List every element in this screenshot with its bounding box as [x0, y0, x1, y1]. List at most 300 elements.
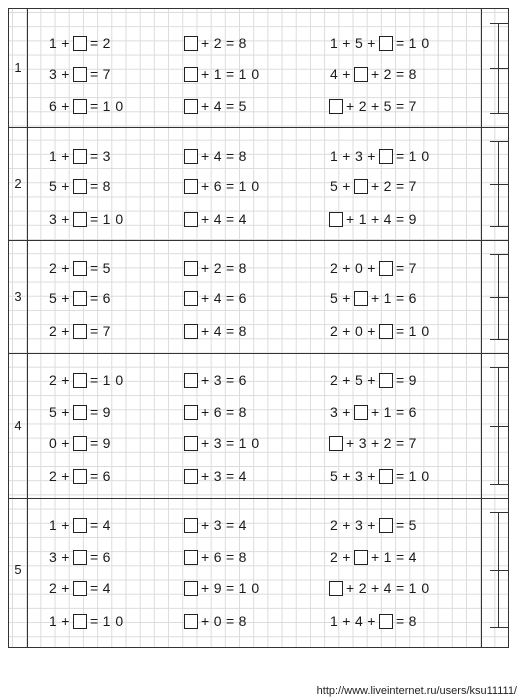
answer-box[interactable]	[184, 469, 198, 484]
answer-box[interactable]	[184, 291, 198, 306]
equation-token: =	[395, 35, 405, 51]
equation-token: 2	[102, 35, 111, 51]
equation	[328, 403, 419, 421]
equation-token: 6	[213, 549, 222, 565]
section-number: 2	[14, 175, 22, 191]
equation-token: +	[201, 290, 210, 306]
equation	[47, 371, 126, 389]
equation-token: +	[342, 468, 351, 484]
equation-token: 4	[213, 323, 222, 339]
equation	[328, 65, 419, 83]
equation-token: =	[89, 549, 99, 565]
equation	[328, 322, 432, 340]
equation-token: 5	[408, 517, 417, 533]
equation-token: +	[342, 613, 351, 629]
equation-token: 8	[238, 549, 247, 565]
equation-token: 2	[330, 323, 339, 339]
equation	[47, 289, 113, 307]
answer-box[interactable]	[184, 99, 198, 114]
section-number: 5	[14, 561, 22, 577]
answer-box[interactable]	[354, 291, 368, 306]
equation-token: 1	[383, 290, 392, 306]
equation-token: 4	[238, 468, 247, 484]
equation-token: +	[370, 66, 380, 82]
equation	[328, 147, 432, 165]
equation-token: +	[370, 178, 380, 194]
equation-token: 6	[49, 98, 58, 114]
equation-token: =	[225, 580, 235, 596]
equation-token: =	[225, 404, 235, 420]
section-divider	[9, 498, 508, 499]
equation-token: +	[61, 178, 70, 194]
equation-token: 2	[383, 66, 392, 82]
equation-token: 6	[238, 290, 247, 306]
equation-token: 3	[213, 517, 222, 533]
equation	[47, 403, 113, 421]
answer-bracket	[490, 512, 508, 627]
equation-token: 7	[408, 178, 417, 194]
equation-token: 1 0	[408, 35, 430, 51]
answer-box[interactable]	[73, 179, 87, 194]
equation-token: 1 0	[238, 435, 260, 451]
equation-token: =	[395, 66, 405, 82]
equation-token: +	[370, 404, 380, 420]
equation-token: +	[342, 372, 351, 388]
equation-token: 1 0	[102, 211, 124, 227]
equation	[47, 34, 113, 52]
equation-token: 4	[238, 211, 247, 227]
equation	[328, 97, 419, 115]
equation	[328, 434, 419, 452]
equation	[183, 97, 249, 115]
answer-box[interactable]	[184, 212, 198, 227]
answer-box[interactable]	[73, 436, 87, 451]
answer-box[interactable]	[329, 581, 343, 596]
equation-token: 1 0	[102, 98, 124, 114]
answer-box[interactable]	[73, 469, 87, 484]
equation-token: +	[367, 613, 376, 629]
equation-token: 9	[408, 211, 417, 227]
equation-token: 2	[49, 580, 58, 596]
equation-token: 4	[330, 66, 339, 82]
equation-token: =	[89, 404, 99, 420]
equation-token: 1 0	[102, 372, 124, 388]
equation-token: +	[342, 148, 351, 164]
equation-token: 8	[238, 613, 247, 629]
section-number: 4	[14, 417, 22, 433]
answer-box[interactable]	[379, 518, 393, 533]
equation	[47, 579, 113, 597]
equation-token: +	[61, 260, 70, 276]
answer-box[interactable]	[184, 436, 198, 451]
equation-token: +	[367, 468, 376, 484]
answer-box[interactable]	[354, 67, 368, 82]
answer-box[interactable]	[329, 99, 343, 114]
equation-token: 8	[408, 66, 417, 82]
equation-token: 5	[238, 98, 247, 114]
equation	[183, 322, 249, 340]
answer-box[interactable]	[73, 324, 87, 339]
equation	[47, 467, 113, 485]
equation-token: 8	[102, 178, 111, 194]
equation-token: 1 0	[408, 148, 430, 164]
equation-token: 6	[102, 549, 111, 565]
equation-token: =	[89, 580, 99, 596]
section-divider	[9, 240, 508, 241]
equation-token: +	[342, 517, 351, 533]
equation-token: =	[89, 613, 99, 629]
equation-token: 5	[330, 178, 339, 194]
equation-token: =	[89, 35, 99, 51]
equation	[183, 289, 249, 307]
answer-box[interactable]	[73, 550, 87, 565]
equation-token: 1 0	[102, 613, 124, 629]
equation-token: 3	[354, 468, 364, 484]
equation-token: 4	[408, 549, 417, 565]
equation	[328, 548, 419, 566]
equation-token: =	[395, 404, 405, 420]
equation-token: =	[225, 323, 235, 339]
equation-token: +	[61, 323, 70, 339]
equation	[183, 548, 249, 566]
equation-token: =	[89, 468, 99, 484]
equation-token: 3	[49, 66, 58, 82]
equation-token: +	[201, 372, 210, 388]
equation-token: =	[225, 178, 235, 194]
answer-box[interactable]	[184, 405, 198, 420]
answer-box[interactable]	[184, 261, 198, 276]
equation-token: =	[395, 613, 405, 629]
answer-box[interactable]	[73, 67, 87, 82]
equation-token: 0	[213, 613, 222, 629]
answer-box[interactable]	[379, 149, 393, 164]
equation-token: 5	[49, 178, 58, 194]
equation-token: +	[61, 148, 70, 164]
equation-token: 2	[330, 260, 339, 276]
equation-token: 2	[330, 549, 339, 565]
answer-box[interactable]	[354, 179, 368, 194]
answer-bracket	[490, 367, 508, 484]
answer-box[interactable]	[73, 212, 87, 227]
equation-token: 9	[213, 580, 222, 596]
equation-token: 1	[213, 66, 222, 82]
equation-token: 0	[354, 323, 364, 339]
answer-box[interactable]	[73, 518, 87, 533]
equation-token: =	[225, 613, 235, 629]
equation-token: =	[225, 372, 235, 388]
equation-token: =	[89, 98, 99, 114]
equation-token: =	[225, 549, 235, 565]
answer-box[interactable]	[73, 149, 87, 164]
equation-token: 1	[383, 549, 392, 565]
answer-box[interactable]	[379, 614, 393, 629]
equation-token: 1	[49, 517, 58, 533]
number-column-line	[27, 9, 28, 647]
equation-token: 4	[213, 148, 222, 164]
equation-token: 2	[213, 35, 222, 51]
equation-token: =	[89, 323, 99, 339]
equation	[47, 259, 113, 277]
equation-token: +	[61, 613, 70, 629]
equation-token: =	[395, 517, 405, 533]
equation-token: 4	[102, 580, 111, 596]
equation-token: 1	[49, 35, 58, 51]
equation-token: =	[395, 290, 405, 306]
equation-token: 8	[238, 404, 247, 420]
equation-token: +	[370, 98, 380, 114]
equation-token: 2	[49, 323, 58, 339]
equation-token: +	[370, 435, 380, 451]
answer-box[interactable]	[184, 373, 198, 388]
equation-token: 6	[213, 404, 222, 420]
equation-token: +	[61, 404, 70, 420]
equation-token: +	[201, 260, 210, 276]
source-url: http://www.liveinternet.ru/users/ksu11111/	[316, 685, 517, 697]
answer-box[interactable]	[354, 405, 368, 420]
equation-token: 7	[102, 323, 111, 339]
equation	[183, 612, 249, 630]
equation-token: 4	[383, 580, 392, 596]
answer-box[interactable]	[329, 436, 343, 451]
equation-token: =	[89, 66, 99, 82]
answer-box[interactable]	[184, 67, 198, 82]
equation-token: =	[395, 580, 405, 596]
equation-token: +	[342, 549, 351, 565]
answer-bracket	[490, 23, 508, 113]
answer-box[interactable]	[73, 405, 87, 420]
equation-token: =	[225, 211, 235, 227]
equation-token: 5	[330, 468, 339, 484]
equation-token: 3	[213, 468, 222, 484]
equation-token: 4	[213, 211, 222, 227]
equation-token: 2	[330, 517, 339, 533]
equation	[47, 65, 113, 83]
answer-box[interactable]	[73, 36, 87, 51]
equation-token: =	[225, 517, 235, 533]
equation-token: +	[367, 517, 376, 533]
equation-token: =	[395, 549, 405, 565]
equation-token: 3	[354, 517, 364, 533]
equation-token: +	[342, 178, 351, 194]
equation-token: 7	[408, 260, 417, 276]
equation-token: 7	[408, 435, 417, 451]
equation-token: +	[346, 435, 355, 451]
equation-token: =	[225, 468, 235, 484]
equation-token: 8	[408, 613, 417, 629]
equation	[328, 259, 419, 277]
equation-token: 5	[49, 404, 58, 420]
equation-token: 7	[408, 98, 417, 114]
equation-token: 2	[49, 468, 58, 484]
equation	[47, 548, 113, 566]
equation-token: 6	[408, 404, 417, 420]
equation-token: 6	[102, 468, 111, 484]
equation-token: +	[367, 323, 376, 339]
equation	[328, 289, 419, 307]
answer-box[interactable]	[184, 149, 198, 164]
equation-token: 3	[102, 148, 111, 164]
answer-box[interactable]	[184, 550, 198, 565]
equation-token: 9	[408, 372, 417, 388]
equation	[183, 34, 249, 52]
equation	[328, 210, 419, 228]
answer-box[interactable]	[73, 99, 87, 114]
equation-token: +	[61, 66, 70, 82]
equation-token: 5	[330, 290, 339, 306]
equation-token: =	[89, 148, 99, 164]
equation-token: +	[61, 580, 70, 596]
equation-token: 4	[102, 517, 111, 533]
equation-token: +	[342, 66, 351, 82]
answer-box[interactable]	[184, 518, 198, 533]
equation	[183, 467, 249, 485]
equation-token: +	[201, 98, 210, 114]
equation-token: +	[61, 290, 70, 306]
equation-token: +	[61, 98, 70, 114]
answer-box[interactable]	[73, 614, 87, 629]
equation-token: +	[201, 468, 210, 484]
equation-token: 1	[330, 613, 339, 629]
answer-box[interactable]	[184, 36, 198, 51]
equation-token: +	[61, 549, 70, 565]
equation-token: 5	[354, 35, 364, 51]
equation-token: +	[342, 260, 351, 276]
equation-token: 1	[49, 148, 58, 164]
equation-token: =	[395, 98, 405, 114]
answer-box[interactable]	[184, 324, 198, 339]
equation-token: 3	[49, 211, 58, 227]
equation-token: 2	[358, 580, 367, 596]
equation	[328, 612, 419, 630]
equation-token: +	[61, 468, 70, 484]
equation-token: 4	[383, 211, 392, 227]
equation-token: 1	[330, 148, 339, 164]
equation-token: =	[89, 290, 99, 306]
equation	[47, 147, 113, 165]
equation-token: 3	[330, 404, 339, 420]
equation	[328, 516, 419, 534]
answer-box[interactable]	[73, 581, 87, 596]
answer-box[interactable]	[329, 212, 343, 227]
equation-token: =	[225, 98, 235, 114]
equation-token: 6	[238, 372, 247, 388]
equation-token: +	[367, 148, 376, 164]
equation-token: =	[225, 435, 235, 451]
equation-token: 4	[238, 517, 247, 533]
equation-token: 2	[213, 260, 222, 276]
equation	[183, 65, 262, 83]
equation-token: =	[395, 211, 405, 227]
equation-token: 0	[354, 260, 364, 276]
answer-box[interactable]	[184, 614, 198, 629]
equation-token: 8	[238, 260, 247, 276]
answer-box[interactable]	[184, 581, 198, 596]
answer-box[interactable]	[354, 550, 368, 565]
equation-token: 1 0	[408, 323, 430, 339]
equation-token: 1 0	[238, 580, 260, 596]
equation	[183, 371, 249, 389]
equation-token: +	[342, 35, 351, 51]
equation-token: 5	[354, 372, 364, 388]
equation-token: 6	[102, 290, 111, 306]
equation-token: +	[201, 323, 210, 339]
section-divider	[9, 353, 508, 354]
answer-box[interactable]	[379, 324, 393, 339]
equation-token: 5	[102, 260, 111, 276]
equation-token: 2	[330, 372, 339, 388]
equation	[183, 147, 249, 165]
equation-token: +	[201, 517, 210, 533]
equation-token: 5	[383, 98, 392, 114]
equation-token: =	[395, 178, 405, 194]
equation-token: =	[89, 372, 99, 388]
equation-token: 1	[358, 211, 367, 227]
equation-token: =	[89, 517, 99, 533]
equation-token: 1 0	[238, 66, 260, 82]
answer-bracket	[490, 254, 508, 339]
equation-token: 2	[49, 260, 58, 276]
equation	[183, 579, 262, 597]
equation-token: 1	[330, 35, 339, 51]
equation-token: +	[346, 211, 355, 227]
equation-token: +	[61, 372, 70, 388]
equation	[47, 516, 113, 534]
equation-token: =	[89, 178, 99, 194]
equation-token: +	[201, 211, 210, 227]
section-number: 3	[14, 288, 22, 304]
section-number: 1	[14, 60, 22, 75]
answer-box[interactable]	[379, 261, 393, 276]
equation-token: 3	[358, 435, 367, 451]
answer-box[interactable]	[73, 373, 87, 388]
equation-token: +	[201, 613, 210, 629]
equation	[47, 210, 126, 228]
answer-box[interactable]	[184, 179, 198, 194]
equation-token: =	[395, 323, 405, 339]
equation-token: 6	[408, 290, 417, 306]
worksheet	[8, 8, 509, 648]
equation-token: 1	[49, 613, 58, 629]
equation-token: +	[61, 517, 70, 533]
equation-token: =	[89, 435, 99, 451]
equation-token: +	[201, 404, 210, 420]
equation-token: 1 0	[408, 468, 430, 484]
equation-token: +	[201, 549, 210, 565]
equation	[47, 322, 113, 340]
equation	[47, 434, 113, 452]
equation-token: 5	[49, 290, 58, 306]
answer-box[interactable]	[379, 373, 393, 388]
equation-token: =	[225, 35, 235, 51]
equation	[47, 177, 113, 195]
answer-box[interactable]	[379, 36, 393, 51]
equation-token: 3	[354, 148, 364, 164]
equation-token: 8	[238, 323, 247, 339]
equation-token: =	[225, 260, 235, 276]
equation-token: 1 0	[408, 580, 430, 596]
answer-box[interactable]	[379, 469, 393, 484]
equation-token: =	[89, 260, 99, 276]
equation-token: +	[346, 580, 355, 596]
equation-token: =	[395, 468, 405, 484]
answer-box[interactable]	[73, 291, 87, 306]
answer-box[interactable]	[73, 261, 87, 276]
equation-token: =	[225, 148, 235, 164]
equation-token: 9	[102, 404, 111, 420]
answer-bracket	[490, 141, 508, 226]
equation-token: 2	[383, 435, 392, 451]
equation-token: +	[370, 290, 380, 306]
